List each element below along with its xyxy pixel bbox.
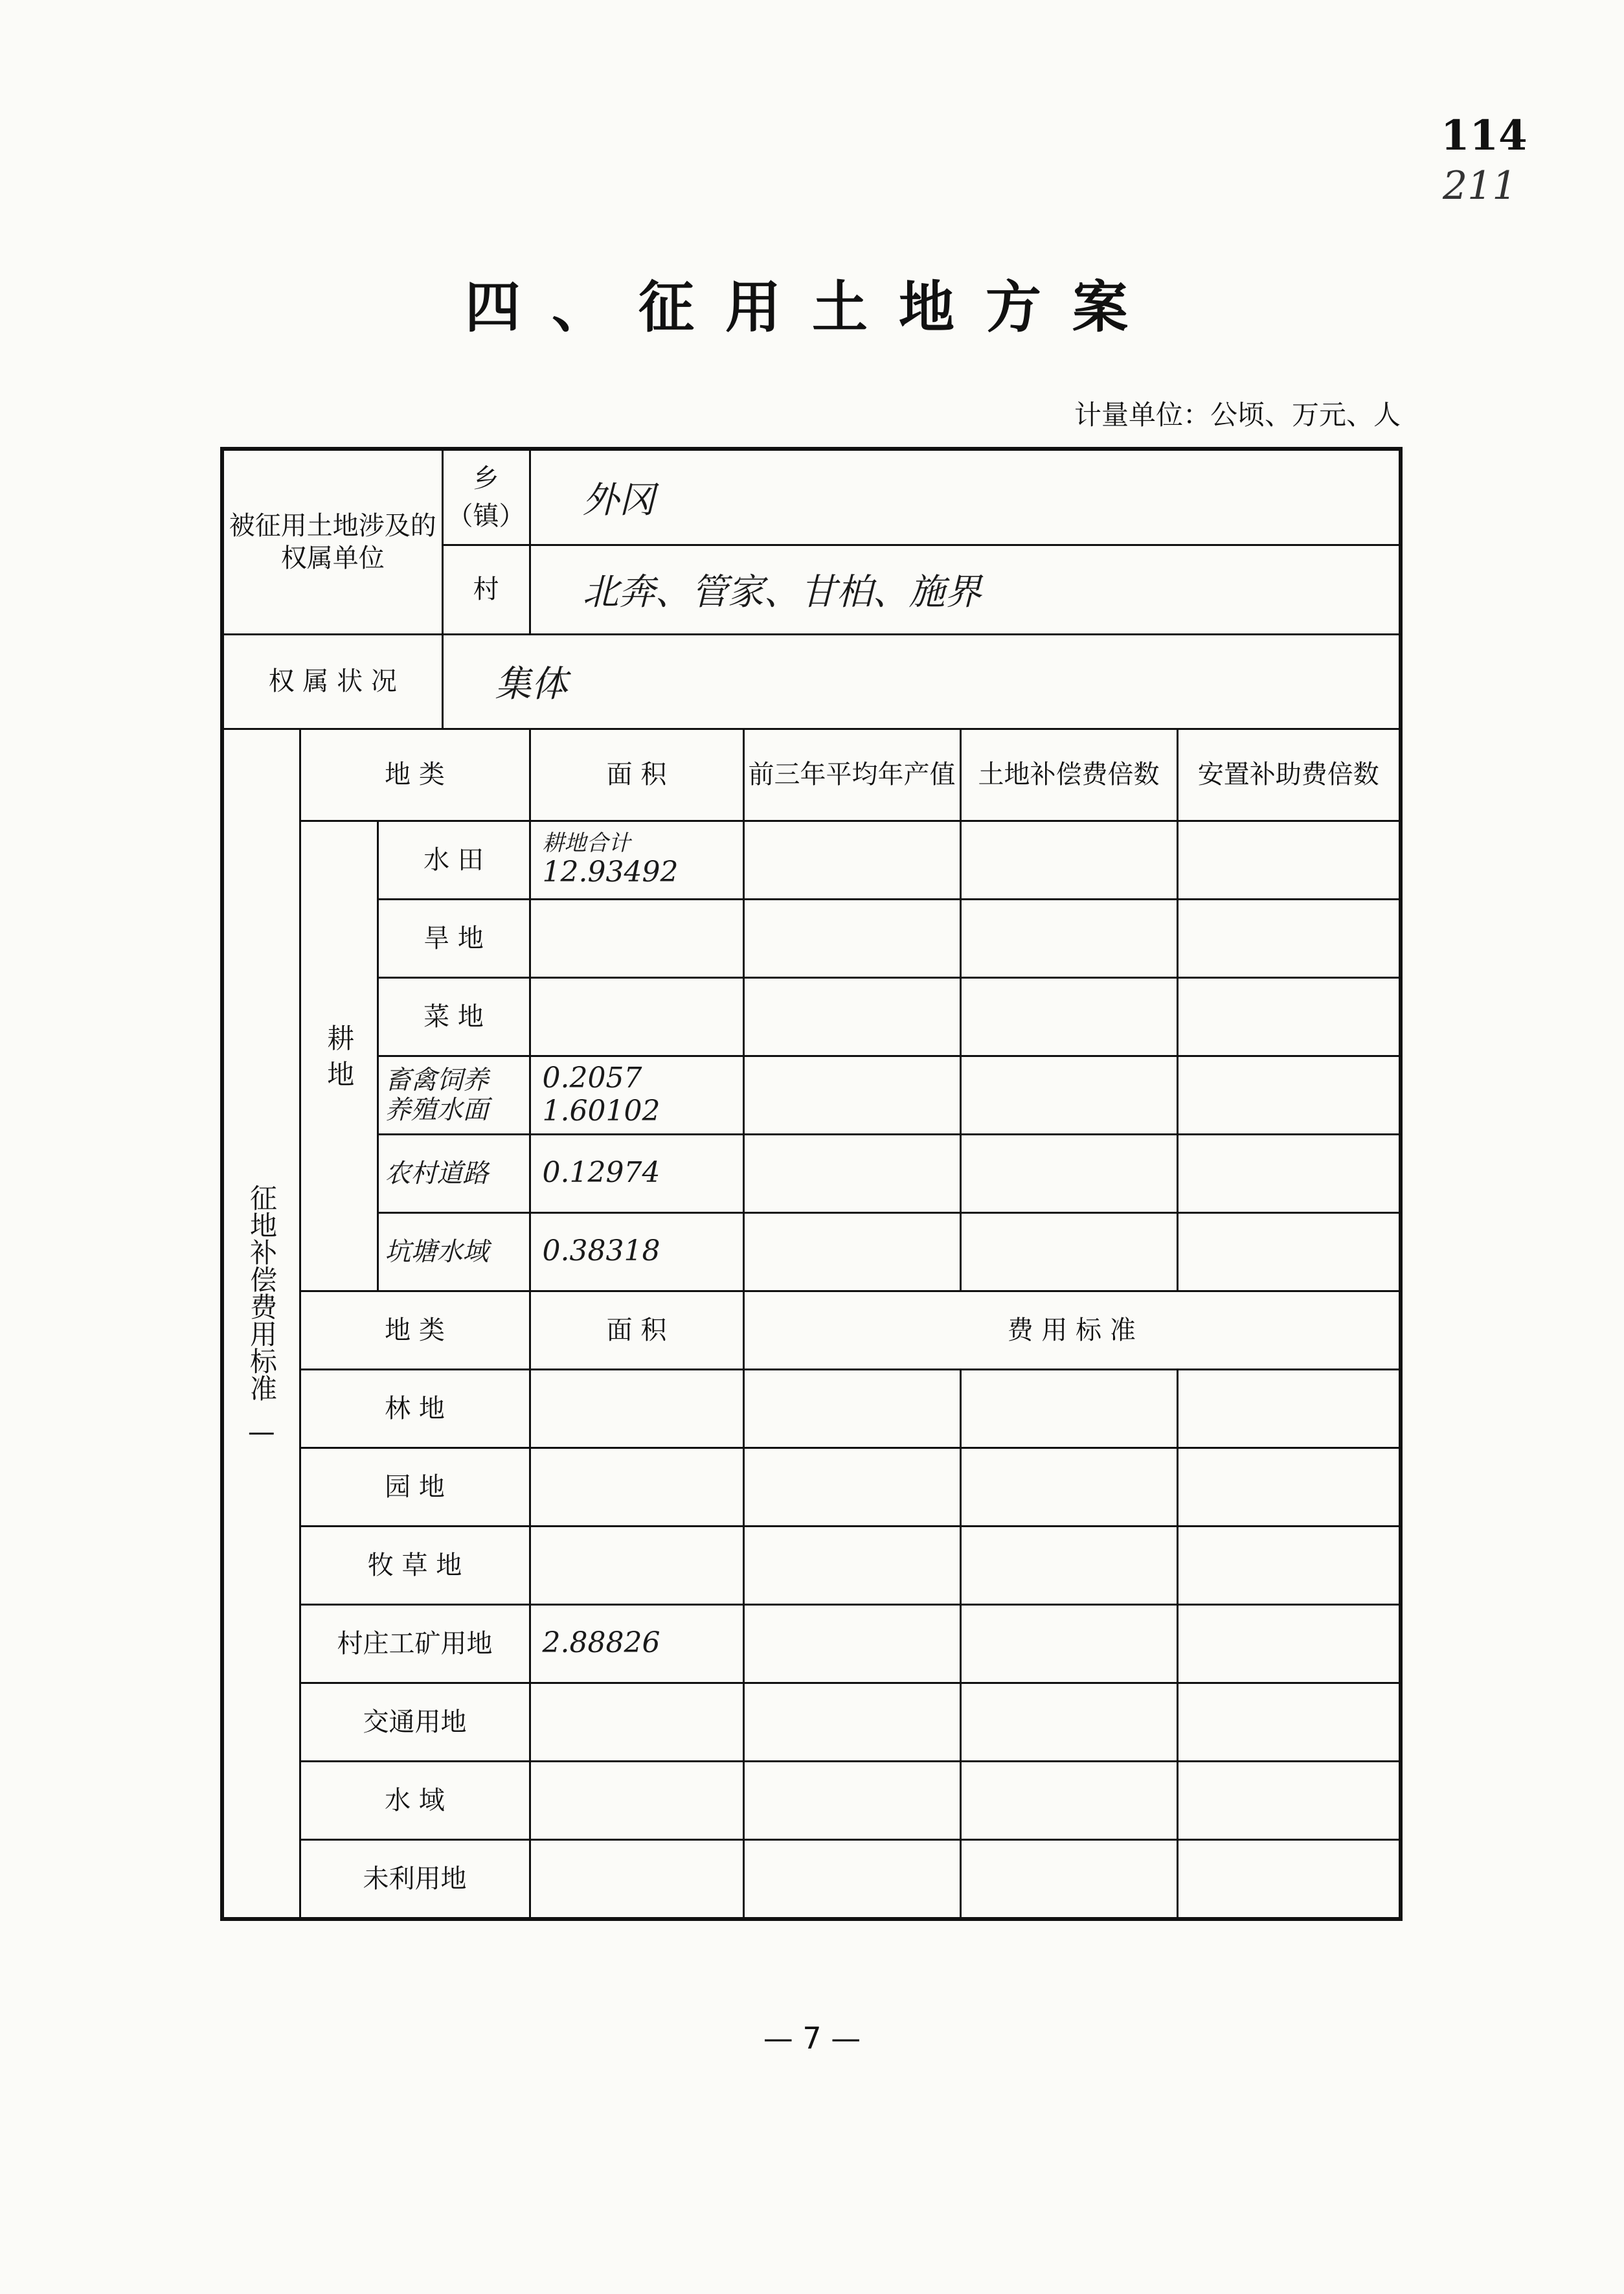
cell-empty <box>960 1526 1177 1604</box>
cell-empty <box>743 1839 960 1919</box>
town-label: 乡（镇） <box>442 449 530 545</box>
other-land-type: 交通用地 <box>300 1683 530 1761</box>
cell-empty <box>1177 1134 1401 1212</box>
other-land-area <box>530 1369 743 1448</box>
cell-empty <box>960 899 1177 977</box>
cell-empty <box>1177 1056 1401 1134</box>
cultivated-area <box>530 1056 743 1134</box>
cultivated-type: 坑塘水域 <box>378 1212 530 1291</box>
cell-empty <box>960 1761 1177 1839</box>
compensation-side-text: 征地补偿费用标准 <box>246 1183 278 1402</box>
cell-empty <box>1177 1369 1401 1448</box>
other-header-area: 面 积 <box>530 1291 743 1369</box>
cell-empty <box>1177 977 1401 1056</box>
cell-empty <box>743 1448 960 1526</box>
cultivated-area <box>530 821 743 899</box>
header-land-type: 地 类 <box>300 729 530 821</box>
other-land-type: 水 域 <box>300 1761 530 1839</box>
header-land-multiple: 土地补偿费倍数 <box>960 729 1177 821</box>
page-number-handwritten: 211 <box>1443 163 1517 209</box>
cultivated-type-line: 畜禽饲养 <box>385 1065 489 1095</box>
other-land-type: 村庄工矿用地 <box>300 1604 530 1683</box>
page-number-top: 114 <box>1441 111 1528 160</box>
town-value: 外冈 <box>530 449 1401 545</box>
compensation-side-label <box>222 729 300 1919</box>
cell-empty <box>743 1134 960 1212</box>
cultivated-type-label: 水 田 <box>423 845 484 875</box>
cell-empty <box>743 1604 960 1683</box>
cultivated-area: 0.12974 <box>530 1134 743 1212</box>
land-acquisition-form <box>220 447 1403 1921</box>
cell-empty <box>960 1212 1177 1291</box>
village-label: 村 <box>442 545 530 634</box>
cultivated-type <box>378 1056 530 1134</box>
other-land-type: 园 地 <box>300 1448 530 1526</box>
other-land-type: 牧 草 地 <box>300 1526 530 1604</box>
ownership-unit-label: 被征用土地涉及的权属单位 <box>222 449 442 634</box>
header-area: 面 积 <box>530 729 743 821</box>
cultivated-area-line: 1.60102 <box>542 1094 660 1128</box>
cell-empty <box>1177 821 1401 899</box>
other-header-land-type: 地 类 <box>300 1291 530 1369</box>
compensation-side-dash: — <box>247 1415 275 1448</box>
cell-empty <box>743 1212 960 1291</box>
cell-empty <box>743 1056 960 1134</box>
cultivated-type <box>378 821 530 899</box>
cell-empty <box>743 1526 960 1604</box>
ownership-status-value: 集体 <box>442 634 1401 729</box>
cultivated-area-value: 12.93492 <box>542 855 679 889</box>
cell-empty <box>1177 1604 1401 1683</box>
cell-empty <box>960 1369 1177 1448</box>
header-resettle-multiple: 安置补助费倍数 <box>1177 729 1401 821</box>
other-land-type: 林 地 <box>300 1369 530 1448</box>
other-land-area <box>530 1839 743 1919</box>
cultivated-type-line: 养殖水面 <box>385 1095 489 1125</box>
cell-empty <box>960 1839 1177 1919</box>
other-land-area <box>530 1761 743 1839</box>
cell-empty <box>1177 1526 1401 1604</box>
other-land-area: 2.88826 <box>530 1604 743 1683</box>
cultivated-annotation: 耕地合计 <box>542 830 631 856</box>
cell-empty <box>743 977 960 1056</box>
ownership-status-label: 权 属 状 况 <box>222 634 442 729</box>
cultivated-area: 0.38318 <box>530 1212 743 1291</box>
cultivated-type: 旱 地 <box>378 899 530 977</box>
cell-empty <box>743 899 960 977</box>
cultivated-area <box>530 899 743 977</box>
unit-note: 计量单位：公顷、万元、人 <box>1074 399 1401 431</box>
other-land-type: 未利用地 <box>300 1839 530 1919</box>
cell-empty <box>1177 899 1401 977</box>
cell-empty <box>1177 1839 1401 1919</box>
cell-empty <box>1177 1683 1401 1761</box>
cell-empty <box>960 1604 1177 1683</box>
cell-empty <box>960 1056 1177 1134</box>
village-value: 北奔、管家、甘柏、施界 <box>530 545 1401 634</box>
footer-page-number: — 7 — <box>763 2021 861 2056</box>
cell-empty <box>743 1369 960 1448</box>
cell-empty <box>1177 1212 1401 1291</box>
cultivated-type: 菜 地 <box>378 977 530 1056</box>
cultivated-label <box>300 821 378 1291</box>
page-title: 四、征用土地方案 <box>465 275 1159 340</box>
other-land-area <box>530 1448 743 1526</box>
cell-empty <box>743 1683 960 1761</box>
cell-empty <box>743 1761 960 1839</box>
cell-empty <box>743 821 960 899</box>
header-avg-output: 前三年平均年产值 <box>743 729 960 821</box>
header-fee-standard: 费 用 标 准 <box>743 1291 1401 1369</box>
cell-empty <box>960 1134 1177 1212</box>
cell-empty <box>1177 1761 1401 1839</box>
cultivated-area <box>530 977 743 1056</box>
cell-empty <box>1177 1448 1401 1526</box>
other-land-area <box>530 1683 743 1761</box>
cultivated-type: 农村道路 <box>378 1134 530 1212</box>
other-land-area <box>530 1526 743 1604</box>
cell-empty <box>960 977 1177 1056</box>
cell-empty <box>960 1683 1177 1761</box>
cultivated-area-line: 0.2057 <box>542 1061 642 1095</box>
cell-empty <box>960 1448 1177 1526</box>
cultivated-label-text: 耕 地 <box>323 1024 355 1087</box>
cell-empty <box>960 821 1177 899</box>
